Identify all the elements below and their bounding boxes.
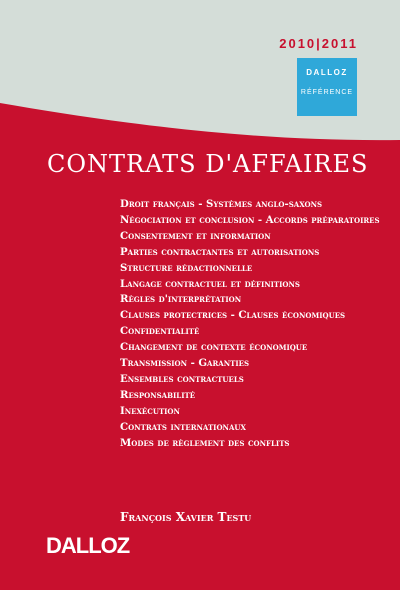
- contents-item: Ensembles contractuels: [120, 372, 244, 385]
- contents-item: Modes de règlement des conflits: [120, 436, 290, 449]
- contents-item: Changement de contexte économique: [120, 341, 308, 354]
- contents-item: Négociation et conclusion - Accords préparatoires: [120, 213, 380, 226]
- contents-item: Confidentialité: [120, 325, 200, 338]
- contents-item: Langage contractuel et définitions: [120, 277, 300, 290]
- book-title: CONTRATS D'AFFAIRES: [47, 150, 369, 178]
- contents-item: Parties contractantes et autorisations: [120, 245, 320, 258]
- author-name: François Xavier Testu: [120, 510, 252, 524]
- contents-list: [120, 197, 380, 452]
- contents-item: Transmission - Garanties: [120, 357, 250, 370]
- contents-item: Contrats internationaux: [120, 420, 246, 433]
- edition-year: 2010|2011: [279, 36, 358, 51]
- contents-item: Structure rédactionnelle: [120, 261, 253, 274]
- contents-item: Inexécution: [120, 404, 180, 417]
- collection-badge: [297, 58, 357, 116]
- contents-item: Droit français - Systèmes anglo-saxons: [120, 198, 323, 210]
- publisher-logo: DALLOZ: [46, 533, 130, 558]
- badge-publisher: DALLOZ: [306, 68, 348, 77]
- contents-item: Règles d'interprétation: [120, 293, 242, 306]
- contents-item: Consentement et information: [120, 229, 271, 242]
- badge-collection: RÉFÉRENCE: [300, 89, 354, 96]
- contents-item: Responsabilité: [120, 388, 196, 401]
- contents-item: Clauses protectrices - Clauses économiques: [120, 309, 346, 322]
